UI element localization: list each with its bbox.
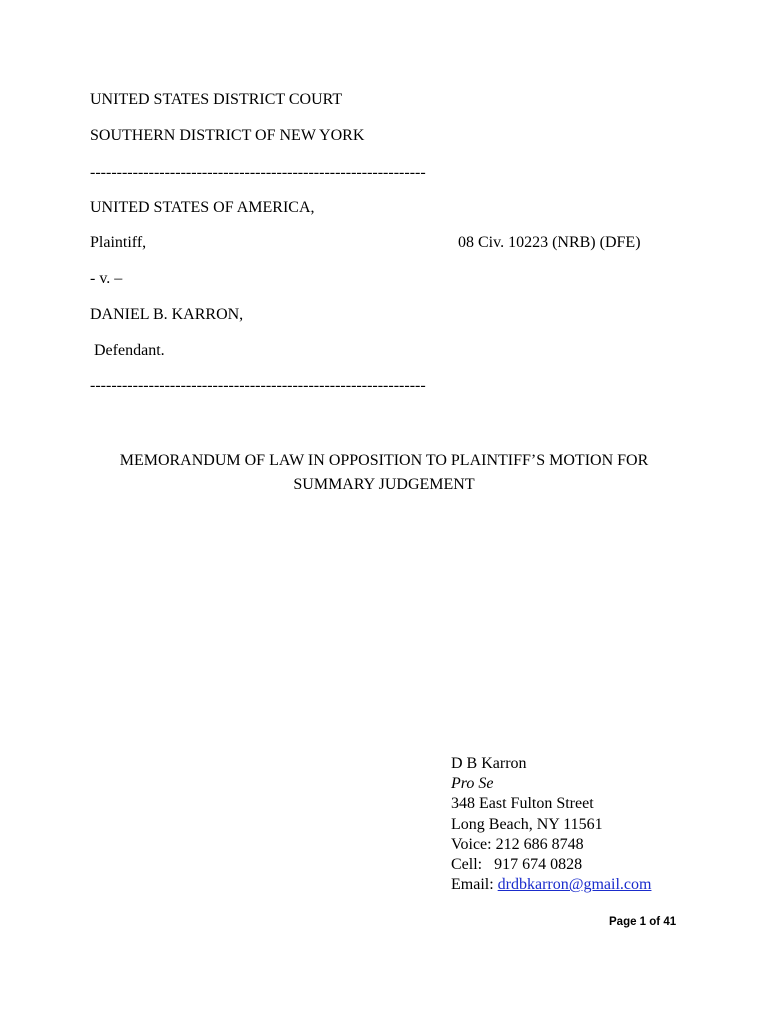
plaintiff-name: UNITED STATES OF AMERICA, — [90, 199, 315, 216]
cell-label: Cell: — [451, 856, 483, 874]
signer-email — [451, 875, 651, 895]
district-name: SOUTHERN DISTRICT OF NEW YORK — [90, 127, 365, 144]
email-label: Email: — [451, 876, 494, 894]
email-link[interactable]: drdbkarron@gmail.com — [497, 876, 652, 894]
signer-voice: Voice: 212 686 8748 — [451, 835, 584, 853]
versus-text: - v. – — [90, 270, 123, 287]
defendant-name: DANIEL B. KARRON, — [90, 306, 244, 323]
caption-divider-bottom: --------------------------------------------------------------- — [90, 377, 426, 394]
signer-street: 348 East Fulton Street — [451, 795, 594, 813]
defendant-role: Defendant. — [94, 342, 165, 359]
signer-name: D B Karron — [451, 755, 527, 772]
cell-number: 917 674 0828 — [494, 856, 583, 874]
plaintiff-role: Plaintiff, — [90, 234, 147, 251]
title-line-1: MEMORANDUM OF LAW IN OPPOSITION TO PLAINTIFF’S MOTION FOR — [119, 452, 649, 469]
signer-cell — [451, 855, 651, 875]
court-name: UNITED STATES DISTRICT COURT — [90, 91, 343, 108]
document-title — [60, 449, 708, 497]
caption-divider-top: --------------------------------------------------------------- — [90, 164, 426, 181]
signer-status: Pro Se — [451, 775, 494, 793]
title-line-2: SUMMARY JUDGEMENT — [293, 476, 475, 493]
page-number: Page 1 of 41 — [609, 916, 677, 928]
signature-block — [451, 754, 651, 895]
case-number: 08 Civ. 10223 (NRB) (DFE) — [458, 234, 641, 251]
signer-city: Long Beach, NY 11561 — [451, 815, 603, 833]
